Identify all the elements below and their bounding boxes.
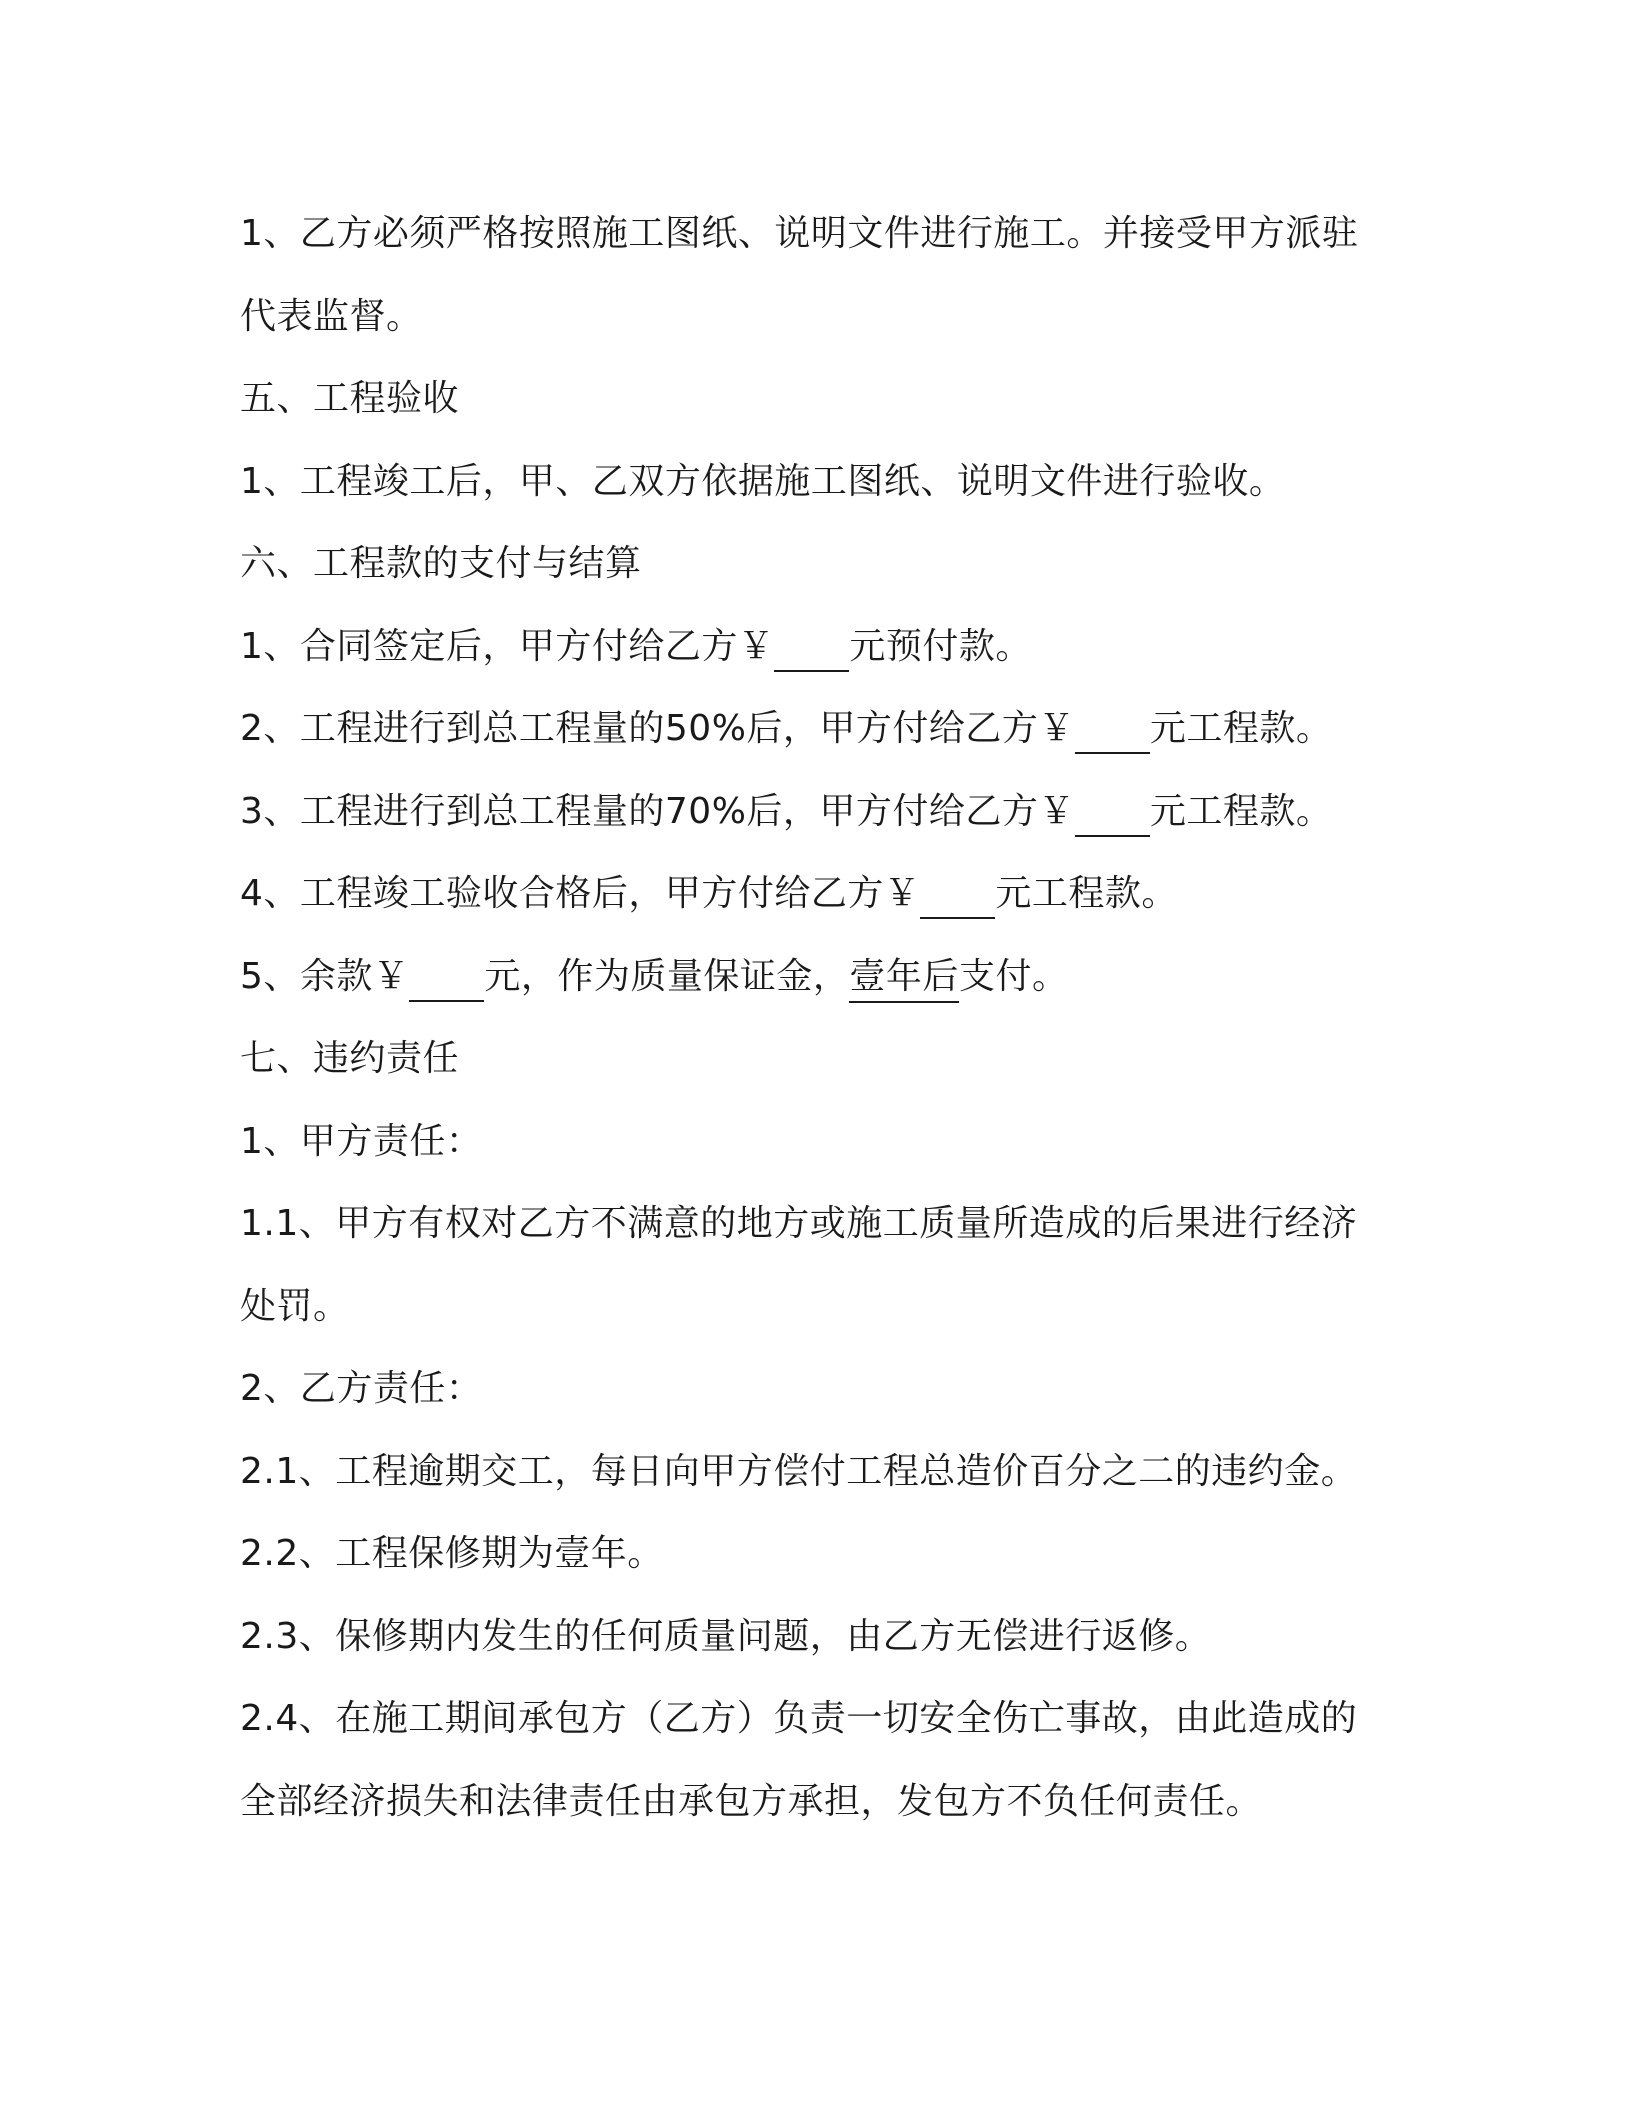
payment-text: 4、工程竣工验收合格后，甲方付给乙方￥ xyxy=(240,873,921,914)
payment-text: 元工程款。 xyxy=(1149,708,1333,749)
payment-text: 5、余款￥ xyxy=(240,955,410,997)
payment-clause xyxy=(240,606,1400,689)
payment-clause xyxy=(240,853,1400,936)
clause-text: 代表监督。 xyxy=(240,295,423,337)
amount-blank xyxy=(1075,708,1150,754)
payment-clause xyxy=(240,936,1400,1019)
amount-blank xyxy=(409,956,484,1002)
payment-text: 元工程款。 xyxy=(1149,790,1333,832)
payment-text: 2、工程进行到总工程量的50%后，甲方付给乙方￥ xyxy=(240,708,1075,749)
payment-text: 元预付款。 xyxy=(849,625,1032,667)
clause-text: 1、乙方必须严格按照施工图纸、说明文件进行施工。并接受甲方派驻 xyxy=(240,213,1359,254)
clause-text: 2.4、在施工期间承包方（乙方）负责一切安全伤亡事故，由此造成的 xyxy=(240,1698,1358,1739)
clause-text: 处罚。 xyxy=(240,1285,350,1327)
clause-text: 1.1、甲方有权对乙方不满意的地方或施工质量所造成的后果进行经济 xyxy=(240,1203,1358,1244)
clause-text: 2.3、保修期内发生的任何质量问题，由乙方无偿进行返修。 xyxy=(240,1615,1212,1657)
section-heading: 五、工程验收 xyxy=(240,378,460,419)
payment-clause xyxy=(240,688,1400,771)
section-heading: 七、违约责任 xyxy=(240,1038,460,1079)
clause-text: 2.2、工程保修期为壹年。 xyxy=(240,1533,664,1574)
document-body xyxy=(240,193,1400,1843)
amount-blank xyxy=(920,873,995,919)
payment-text: 3、工程进行到总工程量的70%后，甲方付给乙方￥ xyxy=(240,790,1075,832)
payment-text: 元工程款。 xyxy=(995,873,1178,914)
payment-text: 元，作为质量保证金， xyxy=(484,955,850,997)
clause-text: 2.1、工程逾期交工，每日向甲方偿付工程总造价百分之二的违约金。 xyxy=(240,1450,1358,1492)
payment-text: 1、合同签定后，甲方付给乙方￥ xyxy=(240,625,775,667)
clause-heading: 2、乙方责任： xyxy=(240,1368,483,1409)
clause-text: 1、工程竣工后，甲、乙双方依据施工图纸、说明文件进行验收。 xyxy=(240,460,1286,502)
clause-heading: 1、甲方责任： xyxy=(240,1120,483,1162)
amount-blank xyxy=(774,626,849,672)
payment-text: 支付。 xyxy=(958,955,1069,997)
clause-text: 全部经济损失和法律责任由承包方承担，发包方不负任何责任。 xyxy=(240,1780,1263,1822)
payment-clause xyxy=(240,771,1400,854)
section-heading: 六、工程款的支付与结算 xyxy=(240,543,642,584)
underlined-term: 壹年后 xyxy=(849,956,959,1003)
amount-blank xyxy=(1075,791,1150,837)
